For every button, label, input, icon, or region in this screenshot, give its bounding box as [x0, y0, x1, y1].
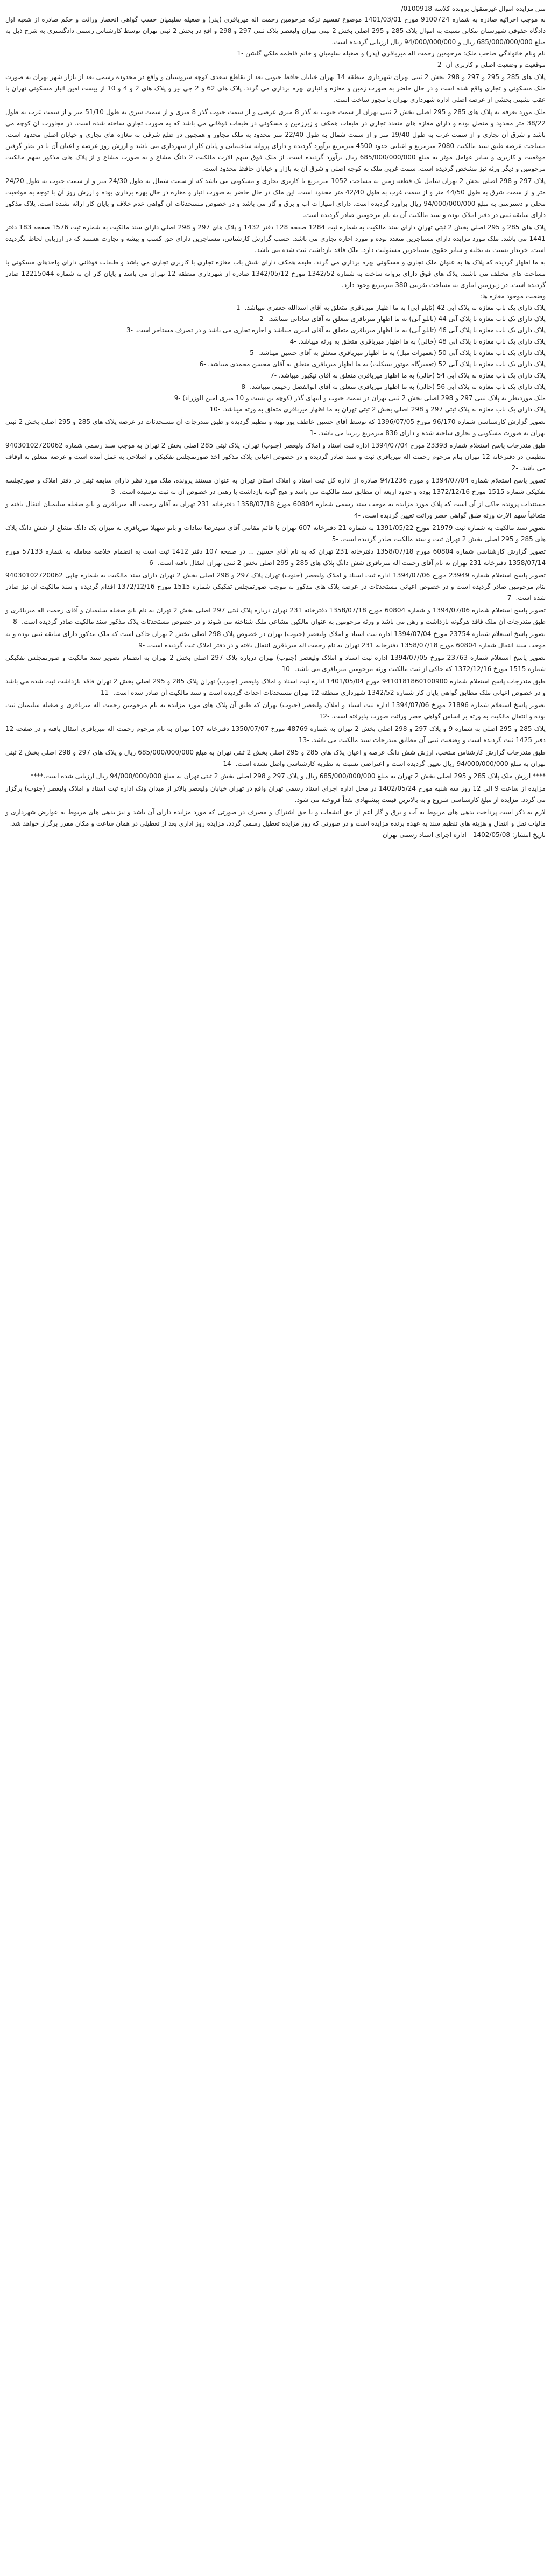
auction-terms: لازم به ذکر است پرداخت بدهی های مربوط به آب و برق و گاز اعم از حق انشعاب و یا حق اشتراک و مصرف در صورتی که مورد مزایده دارای آن باشد و نیز بدهی های مربوط به عوارض شهرداری و مالیات نقل و انتقال و هزینه های تنظیم سند به عهده برنده مزایده است و در صورتی که روز مزایده تعطیل رسمی گردد، مزایده روز اداری بعد از تعطیلی در همان ساعت و مکان مقرر برگزار خواهد شد.	[5, 808, 546, 827]
shop-item: پلاک دارای یک باب مغازه با پلاک آبی 50 (تعمیرات مبل) به ما اظهار میرباقری متعلق به آقای حسین میباشد. -5	[250, 349, 546, 357]
document-paragraph: طبق مندرجات گزارش کارشناس منتخب، ارزش شش دانگ عرصه و اعیان پلاک های 285 و 295 اصلی بخش 2 ثبتی تهران به مبلغ 685/000/000/000 ریال و پلاک های 297 و 298 اصلی بخش 2 ثبتی تهران به مبلغ 94/000/000/000 ریال تعیین گردیده است و اعتراضی نسبت به نظریه کارشناسی واصل نشده است. -14	[5, 749, 546, 767]
description-block-2: ملک مورد تعرفه به پلاک های 285 و 295 اصلی بخش 2 ثبتی تهران از سمت جنوب به گذر 8 متری عرضی و از سمت جنوب گذر 8 متری و از سمت شرق به طول 51/10 متر و از سمت غرب به طول 38/22 متر محدود و متصل بوده و دارای مغازه های متعدد تجاری در طبقات همکف و زیرزمین و مسکونی در طبقات فوقانی می باشد که به صورت تجاری ساخته شده است. در مجاورت آن کوچه می باشد و شرق آن تجاری و از سمت غرب به طول 19/40 متر و از سمت شمال به طول 22/40 متر محدود به ملک مجاور و همچنین در ضلع شرقی به مغازه های تجاری و خیابان اصلی محدود است. مساحت عرصه طبق سند مالکیت 2080 مترمربع و اعیانی حدود 4500 مترمربع برآورد گردیده و دارای پروانه ساختمانی و پایان کار از شهرداری می باشد و ارزش روز عرصه و اعیان آن با در نظر گرفتن موقعیت و کاربری و سایر عوامل موثر به مبلغ 685/000/000/000 ریال برآورد گردیده است. از ملک فوق سهم الارث مالکیت 2 دانگ مشاع و به صورت مشاع و از پلاک های مذکور سهم مالکیت مرحومین و دیگر ورثه نیز مشخص گردیده است. سمت غربی ملک به کوچه اصلی و شرق آن به بازار و خیابان حافظ محدود است.	[5, 108, 546, 172]
document-paragraph: تصویر گزارش کارشناسی شماره 60804 مورخ 1358/07/18 دفترخانه 231 تهران که به نام آقای حسین ... در صفحه 107 دفتر 1412 ثبت است به انضمام خلاصه معامله به شماره 57133 مورخ 1358/07/14 دفترخانه 231 تهران به نام آقای رحمت اله میرباقری شش دانگ پلاک های 285 و 295 اصلی بخش 2 ثبتی تهران انتقال یافته است. -6	[5, 548, 546, 567]
shop-item: پلاک دارای یک باب مغازه به پلاک آبی 54 (خالی) به ما اظهار میرباقری متعلق به آقای نیکپور میباشد. -7	[270, 372, 546, 379]
notice-header: متن مزایده اموال غیرمنقول پرونده کلاسه 0100918/	[401, 5, 546, 12]
shop-item: پلاک دارای یک باب مغازه با پلاک آبی 44 (تابلو آبی) به ما اظهار میرباقری متعلق به آقای ساداتی میباشد. -2	[259, 315, 546, 323]
document-paragraph: تصویر پاسخ استعلام شماره 23763 مورخ 1394/07/05 اداره ثبت اسناد و املاک ولیعصر (جنوب) تهران درباره پلاک 297 اصلی بخش 2 تهران به انضمام تصویر سند مالکیت و صورتمجلس تفکیکی شماره 1515 مورخ 1372/12/16 که حاکی از ثبت مالکیت ورثه مرحومین میرباقری می باشد. -10	[5, 654, 546, 673]
shop-item: پلاک دارای یک باب مغازه به پلاک آبی 56 (خالی) به ما اظهار میرباقری متعلق به آقای ابوالفضل رحیمی میباشد. -8	[241, 383, 546, 390]
shop-item: پلاک دارای یک باب مغازه به پلاک ثبتی 297 و 298 اصلی بخش 2 ثبتی تهران به ما اظهار میرباقری متعلق به ورثه میباشد. -10	[209, 406, 546, 413]
document-paragraph: پلاک 285 و 295 اصلی به شماره 9 و پلاک 297 و 298 اصلی بخش 2 تهران به شماره 48769 مورخ 1350/07/07 دفترخانه 107 تهران به نام مرحوم رحمت اله میرباقری انتقال یافته و در صفحه 12 دفتر 1425 ثبت گردیده است و وضعیت ثبتی آن مطابق مندرجات سند مالکیت می باشد. -13	[5, 725, 546, 744]
document-paragraph: تصویر پاسخ استعلام شماره 23949 مورخ 1394/07/06 اداره ثبت اسناد و املاک ولیعصر (جنوب) تهران پلاک 297 و 298 اصلی بخش 2 تهران دارای سند مالکیت به شماره چاپی 94030102720062 بنام مرحومین صادر گردیده است و در خصوص اعیانی مستحدثات در عرصه پلاک های مذکور به موجب صورتمجلس تفکیکی شماره 1515 مورخ 1372/12/16 اقدام گردیده و سند مالکیت آن نیز صادر شده است. -7	[5, 571, 546, 602]
description-block-1: پلاک های 285 و 295 و 297 و 298 بخش 2 ثبتی تهران شهرداری منطقه 14 تهران خیابان حافظ جنوبی بعد از تقاطع سعدی کوچه سروستان و واقع در محدوده رسمی بعد از بازار شهر تهران به صورت ملک مسکونی و تجاری واقع شده است و در حال حاضر به صورت زمین و مغازه و انباری بهره برداری می گردد. پلاک های 62 و 2 جی نیر و پلاک های 2 و 4 و 10 از بیست امین انبار مسکونی تهران با عقب نشینی بخشی از عرصه اصلی اداره شهرداری تهران با مجوز ساخت است.	[5, 73, 546, 103]
document-paragraph: تصویر پاسخ استعلام شماره 1394/07/06 و شماره 60804 مورخ 1358/07/18 دفترخانه 231 تهران درباره پلاک ثبتی 297 اصلی بخش 2 تهران به نام بانو صغیله سلیمیان و آقای رحمت اله میرباقری و طبق مندرجات آن ملک فاقد هرگونه بازداشت و رهن می باشد و ورثه مرحومین به عنوان مالکین مشاعی ملک شناخته می شوند و در خصوص مستحدثات پلاک مذکور سند مالکیت صادر گردیده است. -8	[5, 606, 546, 625]
shop-item: پلاک دارای یک باب مغازه با پلاک آبی 52 (تعمیرگاه موتور سیکلت) به ما اظهار میرباقری متعلق به آقای محسن محمدی میباشد. -6	[199, 360, 546, 368]
valuation-summary: **** ارزش ملک پلاک 285 و 295 اصلی بخش 2 تهران به مبلغ 685/000/000/000 ریال و پلاک 297 و 298 اصلی بخش 2 ثبتی تهران به مبلغ 94/000/000/000 ریال ارزیابی شده است.****	[30, 772, 546, 780]
shop-item: پلاک دارای یک باب مغازه با پلاک آبی 46 (تابلو آبی) به ما اظهار میرباقری متعلق به آقای امیری میباشد و اجاره تجاری می باشد و در تصرف مستاجر است. -3	[126, 326, 546, 334]
description-block-3: پلاک 297 و 298 اصلی بخش 2 تهران شامل یک قطعه زمین به مساحت 1052 مترمربع با کاربری تجاری و مسکونی می باشد که از سمت شمال به طول 24/30 متر و از سمت جنوب به طول 24/20 متر و از سمت شرق به طول 44/50 متر و از سمت غرب به طول 42/40 متر محدود است. این ملک در حال حاضر به صورت انبار و مغازه در حال بهره برداری بوده و ارزش روز آن با توجه به موقعیت محلی و دسترسی به مبلغ 94/000/000/000 ریال برآورد گردیده است. دارای امتیازات آب و برق و گاز می باشد و در خصوص مستحدثات آن گواهی عدم خلاف و پایان کار ارائه نشده است. پلاک مذکور دارای سابقه ثبتی در دفتر املاک بوده و سند مالکیت آن به نام مرحومین صادر گردیده است.	[5, 177, 546, 219]
publication-footer: تاریخ انتشار: 1402/05/08 - اداره اجرای اسناد رسمی تهران	[382, 831, 546, 839]
document-paragraph: تصویر پاسخ استعلام شماره 21896 مورخ 1394/07/06 اداره ثبت اسناد و املاک ولیعصر (جنوب) تهران که طبق آن پلاک های مورد مزایده به نام مرحومین رحمت اله میرباقری و صغیله سلیمیان ثبت بوده و انتقال مالکیت به ورثه بر اساس گواهی حصر وراثت صورت پذیرفته است. -12	[5, 701, 546, 720]
shop-item: پلاک دارای یک باب مغازه به پلاک آبی 42 (تابلو آبی) به ما اظهار میرباقری متعلق به آقای اسدالله جعفری میباشد. -1	[236, 304, 546, 311]
auction-schedule: مزایده از ساعت 9 الی 12 روز سه شنبه مورخ 1402/05/24 در محل اداره اجرای اسناد رسمی تهران واقع در تهران خیابان ولیعصر بالاتر از میدان ونک اداره ثبت اسناد و املاک ولیعصر (جنوب) برگزار می گردد. مزایده از مبلغ کارشناسی شروع و به بالاترین قیمت پیشنهادی نقداً فروخته می شود.	[5, 785, 546, 804]
document-paragraph: تصویر پاسخ استعلام شماره 23754 مورخ 1394/07/04 اداره ثبت اسناد و املاک ولیعصر (جنوب) تهران در خصوص پلاک 298 اصلی بخش 2 تهران حاکی است که ملک مذکور دارای سابقه ثبتی بوده و به موجب سند انتقال شماره 60804 مورخ 1358/07/18 دفترخانه 231 تهران به نام رحمت اله میرباقری انتقال یافته و در دفتر املاک ثبت گردیده است. -9	[5, 630, 546, 649]
document-paragraph: طبق مندرجات پاسخ استعلام شماره 23393 مورخ 1394/07/04 اداره ثبت اسناد و املاک ولیعصر (جنوب) تهران، پلاک ثبتی 285 اصلی بخش 2 تهران به موجب سند رسمی شماره 94030102720062 تنظیمی در دفترخانه 12 تهران بنام مرحوم رحمت اله میرباقری ثبت و سند صادر گردیده و در خصوص اعیانی پلاک مذکور اخذ صورتمجلس تفکیکی و اصلاحی به عمل آمده است و عرصه متعلق به اوقاف می باشد. -2	[5, 442, 546, 472]
notice-intro: به موجب اجرائیه صادره به شماره 9100724 مورخ 1401/03/01 موضوع تقسیم ترکه مرحومین رحمت اله میرباقری (پدر) و صغیله سلیمیان حسب گواهی انحصار وراثت و حکم صادره از شعبه اول دادگاه حقوقی شهرستان تنکابن نسبت به اموال پلاک 285 و 295 اصلی بخش 2 ثبتی تهران ولیعصر پلاک ثبتی 297 و 298 و اقع در بخش 2 ثبتی تهران توسط کارشناس رسمی دادگستری به شرح ذیل به مبلغ 685/000/000/000 ریال و 94/000/000/000 ریال ارزیابی گردیده است.	[5, 16, 546, 46]
description-block-4: پلاک های 285 و 295 اصلی بخش 2 ثبتی تهران دارای سند مالکیت به شماره ثبت 1284 صفحه 128 دفتر 1432 و پلاک های 297 و 298 اصلی دارای سند مالکیت به شماره ثبت 1576 صفحه 183 دفتر 1441 می باشد. ملک مورد مزایده دارای مستاجرین متعدد بوده و مورد اجاره تجاری می باشد. حسب گزارش کارشناس، مستاجرین دارای حق کسب و پیشه و تجارت هستند که در ارزیابی لحاظ نگردیده است. خریدار نسبت به تخلیه و سایر حقوق مستاجرین مسئولیت دارد. ملک فاقد بازداشت ثبت شده می باشد.	[5, 224, 546, 254]
shop-item: پلاک دارای یک باب مغازه با پلاک آبی 48 (خالی) به ما اظهار میرباقری متعلق به ورثه میباشد. -4	[289, 338, 546, 345]
description-block-5: به ما اظهار گردیده که پلاک ها به عنوان ملک تجاری و مسکونی بهره برداری می گردد. طبقه همکف دارای شش باب مغازه تجاری با کاربری تجاری می باشد و طبقات فوقانی دارای واحدهای مسکونی با مساحت های مختلف می باشند. پلاک های فوق دارای پروانه ساخت به شماره 1342/52 مورخ 1342/05/12 صادره از شهرداری منطقه 12 تهران می باشد و پایان کار آن به شماره 12215044 صادر گردیده است. در زیرزمین انباری به مساحت تقریبی 380 مترمربع وجود دارد.	[5, 259, 546, 289]
section-location: موقعیت و وضعیت اصلی و کاربری آن -2	[437, 61, 546, 68]
document-paragraph: تصویر پاسخ استعلام شماره 1394/07/04 و مورخ 94/1236 صادره از اداره کل ثبت اسناد و املاک استان تهران به عنوان مستند پرونده، ملک مورد نظر دارای سابقه ثبتی در دفتر املاک و صورتجلسه تفکیکی شماره 1515 مورخ 1372/12/16 بوده و حدود اربعه آن مطابق سند مالکیت می باشد و هیچ گونه بازداشت یا رهنی در خصوص آن به ثبت نرسیده است. -3	[5, 477, 546, 495]
document-paragraph: تصویر گزارش کارشناسی شماره 96/170 مورخ 1396/07/05 که توسط آقای حسین عاطف پور تهیه و تنظیم گردیده و طبق مندرجات آن مستحدثات در عرصه پلاک های 285 و 295 اصلی بخش 2 ثبتی تهران به صورت مسکونی و تجاری ساخته شده و دارای 836 مترمربع زیربنا می باشد. -1	[5, 418, 546, 437]
document-paragraph: مستندات پرونده حاکی از آن است که پلاک مورد مزایده به موجب سند رسمی شماره 60804 مورخ 1358/07/18 دفترخانه 231 تهران به آقای رحمت اله میرباقری و بانو صغیله سلیمیان انتقال یافته و متعاقباً سهم الارث ورثه طبق گواهی حصر وراثت تعیین گردیده است. -4	[5, 500, 546, 519]
shops-list-title: وضعیت موجود مغازه ها:	[479, 292, 546, 300]
shop-item: ملک موردنظر به پلاک ثبتی 297 و 298 اصلی بخش 2 ثبتی تهران در سمت جنوب و انتهای گذر (کوچه بن بست و 10 متری امین الوزراء) -9	[174, 394, 546, 402]
document-paragraph: طبق مندرجات پاسخ استعلام شماره 9410181860100900 مورخ 1401/05/04 اداره ثبت اسناد و املاک ولیعصر (جنوب) تهران پلاک 285 و 295 اصلی بخش 2 تهران فاقد بازداشت ثبت شده می باشد و در خصوص اعیانی ملک مطابق گواهی پایان کار شماره 1342/52 شهرداری منطقه 12 تهران مستحدثات احداث گردیده است و سند مالکیت آن صادر شده است. -11	[5, 678, 546, 696]
section-owner: نام ونام خانوادگی صاحب ملک: مرحومین رحمت اله میرباقری (پدر) و صغیله سلیمیان و خانم فاطمه ملکی گلشن -1	[237, 50, 546, 57]
document-paragraph: تصویر سند مالکیت به شماره ثبت 21979 مورخ 1391/05/22 به شماره 21 دفترخانه 607 تهران با قائم مقامی آقای سیدرضا سادات و بانو سهیلا میرباقری به میزان یک دانگ مشاع از شش دانگ پلاک های 285 و 295 اصلی بخش 2 تهران ثبت و سند مالکیت صادر گردیده است. -5	[5, 524, 546, 543]
